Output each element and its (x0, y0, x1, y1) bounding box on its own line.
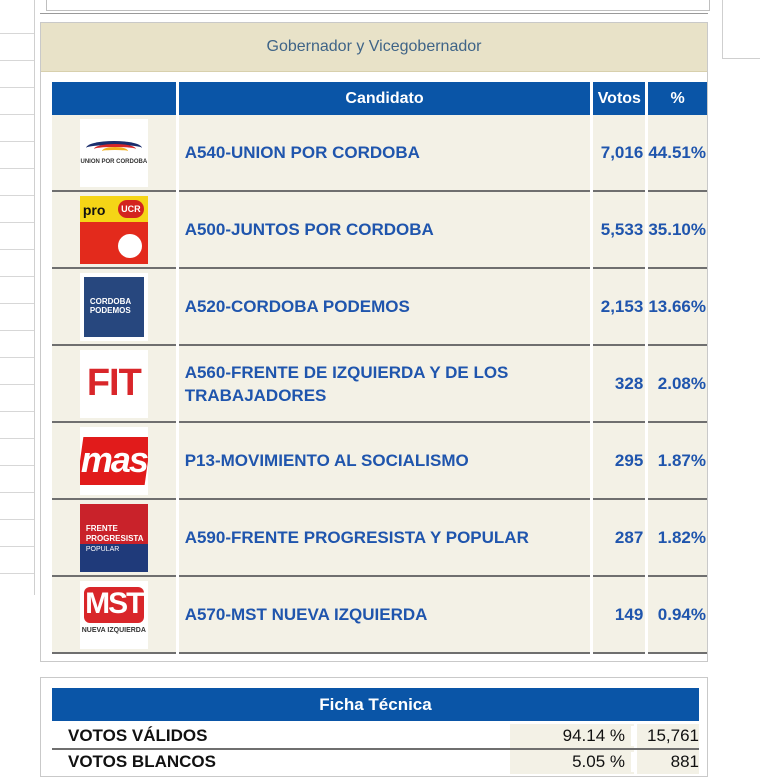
grid-line (0, 438, 34, 439)
top-divider (40, 13, 708, 14)
ficha-row-valid (52, 724, 699, 750)
ficha-row-percent: 5.05 % (510, 752, 634, 772)
candidate-name[interactable]: A590-FRENTE PROGRESISTA Y POPULAR (177, 499, 592, 576)
results-table (52, 82, 707, 654)
candidate-name[interactable]: P13-MOVIMIENTO AL SOCIALISMO (177, 422, 592, 499)
grid-line (0, 357, 34, 358)
panel-title: Gobernador y Vicegobernador (41, 23, 707, 72)
candidate-name[interactable]: A560-FRENTE DE IZQUIERDA Y DE LOS TRABAJADORES (177, 345, 592, 422)
grid-line (0, 141, 34, 142)
ficha-row-blank (52, 750, 699, 776)
table-row (52, 191, 707, 268)
grid-line (0, 87, 34, 88)
table-row (52, 268, 707, 345)
candidate-column-header: Candidato (177, 82, 592, 115)
grid-line (0, 249, 34, 250)
candidate-votes: 295 (592, 422, 647, 499)
candidate-name[interactable]: A540-UNION POR CORDOBA (177, 115, 592, 191)
cordoba-podemos-logo: CORDOBA PODEMOS (80, 273, 148, 341)
grid-line (0, 60, 34, 61)
frente-progresista-logo: FRENTE PROGRESISTA POPULAR (80, 504, 148, 572)
candidate-votes: 2,153 (592, 268, 647, 345)
union-por-cordoba-logo: UNION POR CORDOBA (80, 119, 148, 187)
grid-line (0, 33, 34, 34)
table-row (52, 115, 707, 191)
grid-line (0, 519, 34, 520)
candidate-percent: 44.51% (647, 115, 707, 191)
left-grid-panel (0, 0, 35, 595)
table-header-row (52, 82, 707, 115)
candidate-votes: 328 (592, 345, 647, 422)
grid-line (0, 114, 34, 115)
results-panel (40, 22, 708, 662)
grid-line (0, 411, 34, 412)
grid-line (0, 168, 34, 169)
percent-column-header: % (647, 82, 707, 115)
candidate-percent: 2.08% (647, 345, 707, 422)
grid-line (0, 276, 34, 277)
candidate-percent: 1.82% (647, 499, 707, 576)
logo-cell (52, 191, 177, 268)
candidate-name[interactable]: A570-MST NUEVA IZQUIERDA (177, 576, 592, 653)
logo-cell (52, 345, 177, 422)
grid-line (0, 465, 34, 466)
grid-line (0, 195, 34, 196)
ficha-tecnica-panel (40, 677, 708, 777)
fit-logo: FIT (80, 350, 148, 418)
candidate-name[interactable]: A500-JUNTOS POR CORDOBA (177, 191, 592, 268)
candidate-percent: 1.87% (647, 422, 707, 499)
ficha-row-percent: 94.14 % (510, 726, 634, 746)
logo-cell (52, 576, 177, 653)
mas-logo: mas (80, 427, 148, 495)
grid-line (0, 492, 34, 493)
grid-line (0, 384, 34, 385)
candidate-votes: 149 (592, 576, 647, 653)
logo-cell (52, 268, 177, 345)
table-row (52, 422, 707, 499)
table-row (52, 345, 707, 422)
grid-line (0, 222, 34, 223)
candidate-votes: 287 (592, 499, 647, 576)
logo-cell (52, 499, 177, 576)
candidate-percent: 0.94% (647, 576, 707, 653)
ficha-tecnica-title: Ficha Técnica (52, 688, 699, 721)
ficha-row-label: VOTOS VÁLIDOS (68, 726, 208, 745)
ficha-row-votes: 15,761 (647, 726, 699, 745)
clock-widget[interactable] (722, 0, 760, 59)
ficha-row-label: VOTOS BLANCOS (68, 752, 216, 771)
top-panel-remnant (46, 0, 710, 11)
votes-column-header: Votos (592, 82, 647, 115)
grid-line (0, 573, 34, 574)
candidate-percent: 13.66% (647, 268, 707, 345)
table-row (52, 576, 707, 653)
logo-cell (52, 115, 177, 191)
table-row (52, 499, 707, 576)
grid-line (0, 330, 34, 331)
juntos-por-cordoba-logo: pro UCR (80, 196, 148, 264)
logo-column-header (52, 82, 177, 115)
mst-logo: MST NUEVA IZQUIERDA (80, 581, 148, 649)
grid-line (0, 303, 34, 304)
candidate-name[interactable]: A520-CORDOBA PODEMOS (177, 268, 592, 345)
candidate-votes: 7,016 (592, 115, 647, 191)
candidate-percent: 35.10% (647, 191, 707, 268)
candidate-votes: 5,533 (592, 191, 647, 268)
logo-cell (52, 422, 177, 499)
ficha-row-votes: 881 (670, 752, 699, 771)
grid-line (0, 546, 34, 547)
